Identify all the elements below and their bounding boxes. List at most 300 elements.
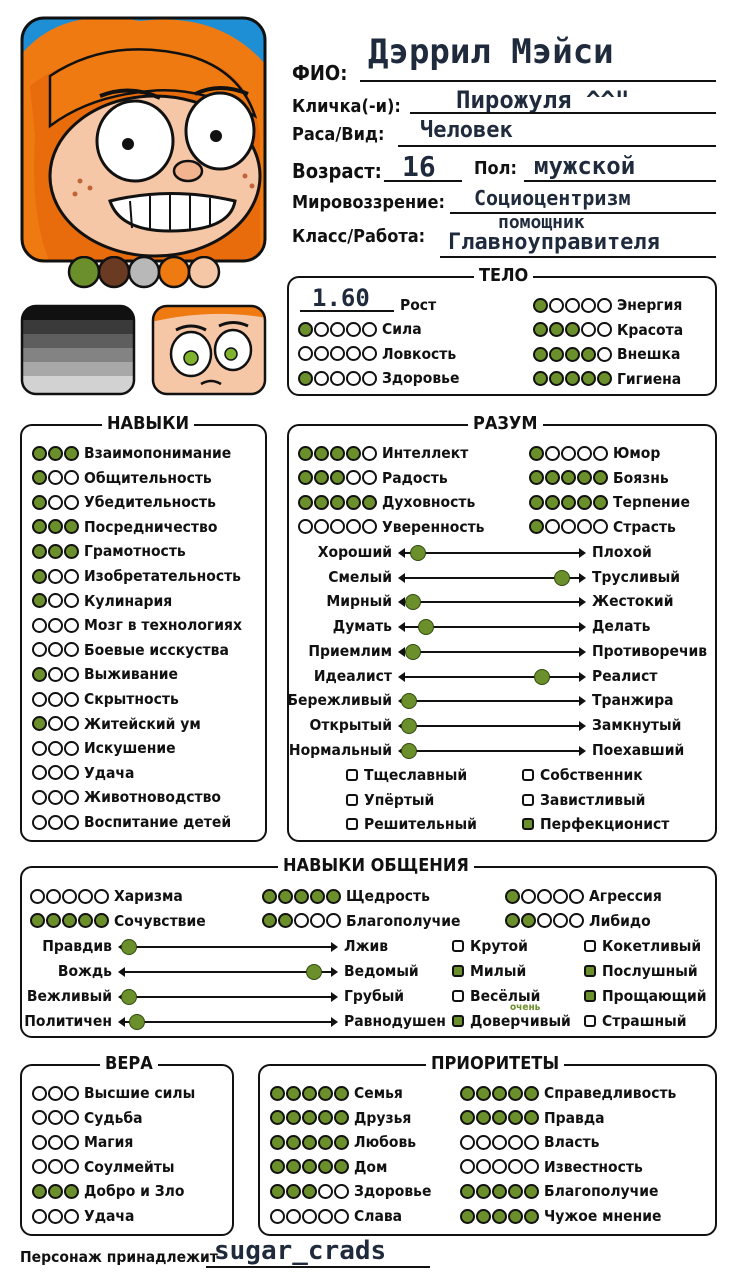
rating-dot[interactable] — [48, 1086, 63, 1101]
rating-dot[interactable] — [508, 1159, 523, 1174]
rating-dots[interactable] — [529, 446, 608, 461]
rating-dot[interactable] — [346, 371, 361, 386]
rating-dot[interactable] — [545, 495, 560, 510]
rating-dots[interactable] — [30, 889, 109, 904]
checkbox-icon[interactable] — [522, 769, 534, 781]
rating-dots[interactable] — [32, 1135, 79, 1150]
rating-dot[interactable] — [346, 322, 361, 337]
rating-dot[interactable] — [94, 889, 109, 904]
rating-dot[interactable] — [294, 889, 309, 904]
rating-dot[interactable] — [524, 1135, 539, 1150]
rating-dot[interactable] — [32, 1135, 47, 1150]
rating-dots[interactable] — [32, 544, 79, 559]
trait-slider[interactable] — [120, 996, 336, 998]
checkbox-icon[interactable] — [584, 940, 596, 952]
rating-dots[interactable] — [32, 1110, 79, 1125]
rating-dots[interactable] — [32, 446, 79, 461]
slider-knob[interactable] — [121, 989, 137, 1005]
rating-dot[interactable] — [581, 371, 596, 386]
checkbox-icon[interactable] — [452, 990, 464, 1002]
rating-dot[interactable] — [561, 446, 576, 461]
rating-dots[interactable] — [529, 519, 608, 534]
rating-dot[interactable] — [524, 1086, 539, 1101]
rating-dot[interactable] — [565, 371, 580, 386]
rating-dot[interactable] — [334, 1086, 349, 1101]
trait-slider[interactable] — [400, 601, 584, 603]
rating-dot[interactable] — [48, 1209, 63, 1224]
rating-dot[interactable] — [48, 1159, 63, 1174]
rating-dots[interactable] — [32, 815, 79, 830]
rating-dot[interactable] — [476, 1209, 491, 1224]
rating-dots[interactable] — [32, 593, 79, 608]
trait-checkbox[interactable] — [522, 789, 645, 811]
rating-dot[interactable] — [508, 1184, 523, 1199]
rating-dot[interactable] — [48, 642, 63, 657]
rating-dot[interactable] — [577, 495, 592, 510]
rating-dot[interactable] — [64, 519, 79, 534]
rating-dot[interactable] — [32, 1209, 47, 1224]
rating-dot[interactable] — [460, 1135, 475, 1150]
rating-dot[interactable] — [48, 618, 63, 633]
rating-dots[interactable] — [529, 495, 608, 510]
rating-dot[interactable] — [581, 322, 596, 337]
rating-dot[interactable] — [286, 1086, 301, 1101]
rating-dot[interactable] — [310, 913, 325, 928]
rating-dot[interactable] — [278, 913, 293, 928]
rating-dot[interactable] — [48, 667, 63, 682]
rating-dots[interactable] — [32, 765, 79, 780]
rating-dot[interactable] — [330, 346, 345, 361]
rating-dots[interactable] — [298, 322, 377, 337]
rating-dots[interactable] — [32, 618, 79, 633]
rating-dot[interactable] — [298, 446, 313, 461]
rating-dot[interactable] — [32, 716, 47, 731]
rating-dot[interactable] — [346, 519, 361, 534]
checkbox-icon[interactable] — [522, 818, 534, 830]
rating-dot[interactable] — [298, 519, 313, 534]
rating-dot[interactable] — [460, 1159, 475, 1174]
checkbox-icon[interactable] — [452, 940, 464, 952]
trait-slider[interactable] — [120, 971, 336, 973]
rating-dot[interactable] — [492, 1184, 507, 1199]
rating-dot[interactable] — [48, 470, 63, 485]
rating-dot[interactable] — [529, 519, 544, 534]
rating-dot[interactable] — [48, 815, 63, 830]
trait-slider[interactable] — [120, 946, 336, 948]
rating-dot[interactable] — [545, 470, 560, 485]
rating-dots[interactable] — [533, 347, 612, 362]
slider-knob[interactable] — [418, 619, 434, 635]
trait-slider[interactable] — [400, 552, 584, 554]
rating-dots[interactable] — [30, 913, 109, 928]
trait-checkbox[interactable] — [452, 1010, 571, 1032]
rating-dot[interactable] — [48, 446, 63, 461]
rating-dot[interactable] — [32, 1110, 47, 1125]
rating-dot[interactable] — [318, 1086, 333, 1101]
rating-dot[interactable] — [597, 298, 612, 313]
rating-dot[interactable] — [476, 1159, 491, 1174]
rating-dot[interactable] — [508, 1135, 523, 1150]
rating-dot[interactable] — [565, 298, 580, 313]
rating-dots[interactable] — [505, 913, 584, 928]
rating-dot[interactable] — [318, 1110, 333, 1125]
trait-checkbox[interactable] — [584, 1010, 687, 1032]
rating-dot[interactable] — [314, 470, 329, 485]
trait-slider[interactable] — [120, 1021, 336, 1023]
rating-dot[interactable] — [460, 1184, 475, 1199]
rating-dot[interactable] — [286, 1209, 301, 1224]
rating-dot[interactable] — [32, 642, 47, 657]
rating-dot[interactable] — [334, 1209, 349, 1224]
trait-slider[interactable] — [400, 676, 584, 678]
rating-dot[interactable] — [310, 889, 325, 904]
rating-dot[interactable] — [262, 913, 277, 928]
rating-dot[interactable] — [549, 371, 564, 386]
rating-dot[interactable] — [32, 544, 47, 559]
trait-checkbox[interactable] — [522, 764, 643, 786]
rating-dot[interactable] — [302, 1184, 317, 1199]
rating-dot[interactable] — [318, 1209, 333, 1224]
rating-dot[interactable] — [362, 495, 377, 510]
rating-dots[interactable] — [262, 913, 341, 928]
rating-dot[interactable] — [362, 446, 377, 461]
rating-dot[interactable] — [593, 446, 608, 461]
rating-dots[interactable] — [270, 1135, 349, 1150]
rating-dot[interactable] — [32, 446, 47, 461]
rating-dots[interactable] — [533, 371, 612, 386]
rating-dot[interactable] — [32, 815, 47, 830]
rating-dots[interactable] — [529, 470, 608, 485]
rating-dot[interactable] — [460, 1110, 475, 1125]
checkbox-icon[interactable] — [584, 1015, 596, 1027]
trait-slider[interactable] — [400, 750, 584, 752]
rating-dots[interactable] — [460, 1184, 539, 1199]
rating-dot[interactable] — [346, 470, 361, 485]
rating-dots[interactable] — [32, 667, 79, 682]
rating-dot[interactable] — [492, 1159, 507, 1174]
rating-dot[interactable] — [492, 1086, 507, 1101]
rating-dot[interactable] — [270, 1086, 285, 1101]
rating-dot[interactable] — [302, 1086, 317, 1101]
rating-dot[interactable] — [593, 470, 608, 485]
rating-dot[interactable] — [597, 371, 612, 386]
rating-dot[interactable] — [314, 371, 329, 386]
rating-dot[interactable] — [64, 765, 79, 780]
rating-dot[interactable] — [48, 495, 63, 510]
rating-dot[interactable] — [561, 495, 576, 510]
rating-dot[interactable] — [334, 1159, 349, 1174]
rating-dot[interactable] — [330, 446, 345, 461]
rating-dot[interactable] — [314, 322, 329, 337]
rating-dot[interactable] — [565, 322, 580, 337]
rating-dots[interactable] — [262, 889, 341, 904]
rating-dot[interactable] — [476, 1086, 491, 1101]
rating-dot[interactable] — [314, 495, 329, 510]
rating-dots[interactable] — [298, 446, 377, 461]
rating-dot[interactable] — [537, 913, 552, 928]
rating-dot[interactable] — [64, 446, 79, 461]
rating-dots[interactable] — [270, 1209, 349, 1224]
rating-dot[interactable] — [476, 1135, 491, 1150]
rating-dot[interactable] — [302, 1110, 317, 1125]
rating-dot[interactable] — [64, 470, 79, 485]
rating-dot[interactable] — [298, 346, 313, 361]
rating-dot[interactable] — [346, 446, 361, 461]
rating-dot[interactable] — [48, 692, 63, 707]
rating-dot[interactable] — [32, 1184, 47, 1199]
rating-dots[interactable] — [505, 889, 584, 904]
rating-dot[interactable] — [270, 1110, 285, 1125]
rating-dot[interactable] — [32, 790, 47, 805]
trait-checkbox[interactable] — [584, 935, 701, 957]
rating-dot[interactable] — [64, 1135, 79, 1150]
rating-dot[interactable] — [286, 1110, 301, 1125]
rating-dot[interactable] — [545, 519, 560, 534]
rating-dot[interactable] — [314, 346, 329, 361]
rating-dot[interactable] — [521, 889, 536, 904]
rating-dot[interactable] — [362, 470, 377, 485]
rating-dots[interactable] — [32, 692, 79, 707]
trait-slider[interactable] — [400, 725, 584, 727]
rating-dot[interactable] — [64, 815, 79, 830]
rating-dots[interactable] — [460, 1110, 539, 1125]
rating-dot[interactable] — [262, 889, 277, 904]
rating-dot[interactable] — [314, 446, 329, 461]
rating-dots[interactable] — [460, 1086, 539, 1101]
slider-knob[interactable] — [405, 644, 421, 660]
rating-dots[interactable] — [270, 1086, 349, 1101]
rating-dot[interactable] — [330, 470, 345, 485]
rating-dot[interactable] — [30, 913, 45, 928]
rating-dot[interactable] — [533, 371, 548, 386]
rating-dot[interactable] — [64, 790, 79, 805]
rating-dot[interactable] — [286, 1159, 301, 1174]
trait-slider[interactable] — [400, 651, 584, 653]
slider-knob[interactable] — [534, 669, 550, 685]
rating-dot[interactable] — [330, 519, 345, 534]
rating-dot[interactable] — [326, 889, 341, 904]
trait-slider[interactable] — [400, 577, 584, 579]
rating-dot[interactable] — [577, 470, 592, 485]
checkbox-icon[interactable] — [522, 794, 534, 806]
rating-dot[interactable] — [46, 889, 61, 904]
rating-dot[interactable] — [294, 913, 309, 928]
rating-dot[interactable] — [32, 593, 47, 608]
rating-dot[interactable] — [524, 1209, 539, 1224]
rating-dot[interactable] — [476, 1184, 491, 1199]
rating-dot[interactable] — [286, 1135, 301, 1150]
rating-dot[interactable] — [561, 519, 576, 534]
rating-dot[interactable] — [593, 519, 608, 534]
rating-dots[interactable] — [270, 1159, 349, 1174]
rating-dot[interactable] — [64, 569, 79, 584]
rating-dot[interactable] — [492, 1209, 507, 1224]
rating-dot[interactable] — [330, 495, 345, 510]
rating-dot[interactable] — [529, 495, 544, 510]
rating-dot[interactable] — [62, 913, 77, 928]
rating-dot[interactable] — [298, 371, 313, 386]
rating-dot[interactable] — [362, 346, 377, 361]
rating-dot[interactable] — [524, 1159, 539, 1174]
rating-dot[interactable] — [48, 790, 63, 805]
trait-checkbox[interactable] — [584, 985, 707, 1007]
rating-dot[interactable] — [569, 889, 584, 904]
rating-dot[interactable] — [64, 642, 79, 657]
rating-dot[interactable] — [32, 618, 47, 633]
rating-dot[interactable] — [524, 1184, 539, 1199]
rating-dots[interactable] — [298, 519, 377, 534]
rating-dot[interactable] — [302, 1159, 317, 1174]
rating-dot[interactable] — [48, 593, 63, 608]
rating-dot[interactable] — [94, 913, 109, 928]
rating-dots[interactable] — [460, 1209, 539, 1224]
rating-dot[interactable] — [565, 347, 580, 362]
rating-dot[interactable] — [32, 692, 47, 707]
rating-dot[interactable] — [48, 544, 63, 559]
rating-dot[interactable] — [48, 519, 63, 534]
rating-dot[interactable] — [32, 1086, 47, 1101]
slider-knob[interactable] — [401, 743, 417, 759]
rating-dot[interactable] — [537, 889, 552, 904]
rating-dot[interactable] — [64, 1159, 79, 1174]
rating-dot[interactable] — [569, 913, 584, 928]
rating-dot[interactable] — [460, 1209, 475, 1224]
rating-dot[interactable] — [64, 741, 79, 756]
rating-dot[interactable] — [32, 667, 47, 682]
rating-dots[interactable] — [32, 470, 79, 485]
rating-dot[interactable] — [318, 1184, 333, 1199]
rating-dot[interactable] — [78, 889, 93, 904]
rating-dot[interactable] — [270, 1209, 285, 1224]
rating-dot[interactable] — [581, 298, 596, 313]
trait-checkbox[interactable] — [346, 764, 467, 786]
rating-dot[interactable] — [64, 1184, 79, 1199]
rating-dots[interactable] — [32, 1086, 79, 1101]
rating-dot[interactable] — [362, 322, 377, 337]
rating-dot[interactable] — [476, 1110, 491, 1125]
trait-checkbox[interactable] — [346, 813, 477, 835]
rating-dot[interactable] — [298, 495, 313, 510]
checkbox-icon[interactable] — [452, 965, 464, 977]
rating-dot[interactable] — [597, 322, 612, 337]
rating-dot[interactable] — [505, 889, 520, 904]
rating-dot[interactable] — [524, 1110, 539, 1125]
rating-dot[interactable] — [302, 1209, 317, 1224]
rating-dots[interactable] — [32, 495, 79, 510]
rating-dot[interactable] — [64, 692, 79, 707]
rating-dot[interactable] — [46, 913, 61, 928]
rating-dot[interactable] — [32, 741, 47, 756]
rating-dot[interactable] — [318, 1159, 333, 1174]
rating-dot[interactable] — [64, 593, 79, 608]
rating-dot[interactable] — [64, 1209, 79, 1224]
rating-dot[interactable] — [48, 765, 63, 780]
rating-dot[interactable] — [270, 1184, 285, 1199]
rating-dot[interactable] — [577, 519, 592, 534]
rating-dots[interactable] — [32, 519, 79, 534]
rating-dots[interactable] — [32, 569, 79, 584]
checkbox-icon[interactable] — [584, 965, 596, 977]
checkbox-icon[interactable] — [584, 990, 596, 1002]
rating-dot[interactable] — [346, 346, 361, 361]
rating-dot[interactable] — [32, 765, 47, 780]
trait-checkbox[interactable] — [584, 960, 698, 982]
rating-dot[interactable] — [545, 446, 560, 461]
rating-dot[interactable] — [334, 1184, 349, 1199]
rating-dot[interactable] — [286, 1184, 301, 1199]
rating-dot[interactable] — [64, 716, 79, 731]
trait-checkbox[interactable] — [346, 789, 434, 811]
rating-dot[interactable] — [492, 1110, 507, 1125]
rating-dot[interactable] — [330, 371, 345, 386]
rating-dot[interactable] — [330, 322, 345, 337]
rating-dot[interactable] — [549, 298, 564, 313]
rating-dots[interactable] — [460, 1135, 539, 1150]
rating-dot[interactable] — [561, 470, 576, 485]
rating-dots[interactable] — [298, 470, 377, 485]
rating-dot[interactable] — [48, 1110, 63, 1125]
rating-dot[interactable] — [64, 667, 79, 682]
rating-dot[interactable] — [553, 913, 568, 928]
rating-dots[interactable] — [32, 716, 79, 731]
rating-dot[interactable] — [314, 519, 329, 534]
rating-dots[interactable] — [32, 790, 79, 805]
rating-dot[interactable] — [32, 569, 47, 584]
rating-dot[interactable] — [32, 470, 47, 485]
trait-checkbox[interactable] — [452, 960, 526, 982]
slider-knob[interactable] — [554, 570, 570, 586]
rating-dot[interactable] — [278, 889, 293, 904]
rating-dot[interactable] — [533, 322, 548, 337]
rating-dots[interactable] — [298, 495, 377, 510]
rating-dots[interactable] — [460, 1159, 539, 1174]
rating-dot[interactable] — [521, 913, 536, 928]
rating-dot[interactable] — [508, 1086, 523, 1101]
rating-dot[interactable] — [64, 618, 79, 633]
rating-dots[interactable] — [533, 322, 612, 337]
rating-dot[interactable] — [505, 913, 520, 928]
rating-dot[interactable] — [492, 1135, 507, 1150]
rating-dot[interactable] — [48, 716, 63, 731]
rating-dot[interactable] — [533, 298, 548, 313]
trait-checkbox[interactable] — [452, 935, 528, 957]
rating-dot[interactable] — [529, 470, 544, 485]
rating-dots[interactable] — [533, 298, 612, 313]
rating-dot[interactable] — [48, 569, 63, 584]
rating-dot[interactable] — [32, 1159, 47, 1174]
rating-dot[interactable] — [62, 889, 77, 904]
rating-dot[interactable] — [553, 889, 568, 904]
rating-dots[interactable] — [270, 1184, 349, 1199]
rating-dot[interactable] — [508, 1209, 523, 1224]
rating-dot[interactable] — [32, 519, 47, 534]
rating-dot[interactable] — [270, 1135, 285, 1150]
rating-dots[interactable] — [270, 1110, 349, 1125]
rating-dot[interactable] — [577, 446, 592, 461]
rating-dot[interactable] — [48, 741, 63, 756]
rating-dot[interactable] — [362, 519, 377, 534]
rating-dot[interactable] — [78, 913, 93, 928]
rating-dots[interactable] — [298, 346, 377, 361]
rating-dot[interactable] — [508, 1110, 523, 1125]
rating-dot[interactable] — [597, 347, 612, 362]
rating-dot[interactable] — [30, 889, 45, 904]
rating-dot[interactable] — [334, 1135, 349, 1150]
rating-dot[interactable] — [346, 495, 361, 510]
rating-dots[interactable] — [32, 1209, 79, 1224]
rating-dot[interactable] — [334, 1110, 349, 1125]
slider-knob[interactable] — [121, 939, 137, 955]
